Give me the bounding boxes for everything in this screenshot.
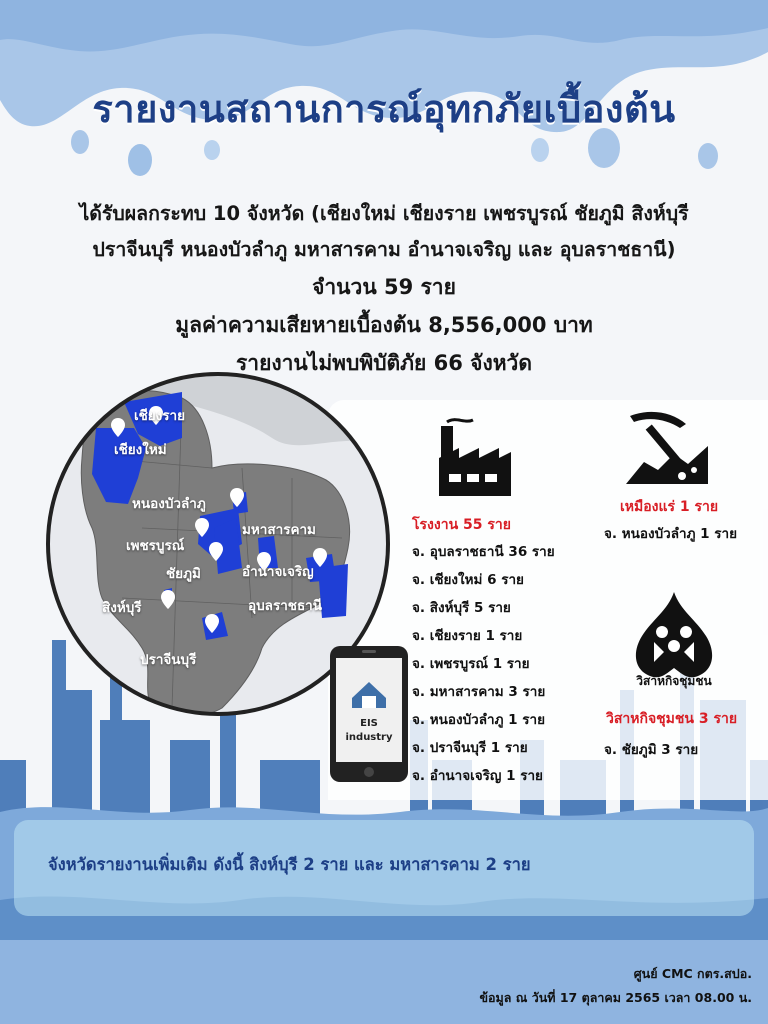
community-item: จ. ชัยภูมิ 3 ราย [604, 742, 699, 758]
map-label-chiang-rai: เชียงราย [134, 408, 186, 424]
summary-total-count: จำนวน 59 ราย [312, 275, 456, 299]
factory-item: จ. อุบลราชธานี 36 ราย [412, 544, 555, 560]
factory-item: จ. สิงห์บุรี 5 ราย [412, 600, 511, 616]
community-enterprise-icon [624, 590, 724, 700]
additional-report-note: จังหวัดรายงานเพิ่มเติม ดังนี้ สิงห์บุรี 2 ราย และ มหาสารคาม 2 ราย [48, 855, 531, 874]
mine-heading: เหมืองแร่ 1 ราย [620, 499, 719, 515]
factory-item: จ. หนองบัวลำภู 1 ราย [412, 712, 546, 728]
map-label-ubon-ratchathani: อุบลราชธานี [248, 598, 322, 614]
factory-item: จ. ปราจีนบุรี 1 ราย [412, 740, 528, 756]
phone-eis-label: EIS [360, 718, 378, 729]
factory-item: จ. เพชรบูรณ์ 1 ราย [412, 656, 530, 672]
summary-block [20, 196, 748, 382]
source-credit [479, 962, 752, 1010]
mine-item: จ. หนองบัวลำภู 1 ราย [604, 526, 738, 542]
map-label-prachinburi: ปราจีนบุรี [140, 652, 197, 668]
community-heading: วิสาหกิจชุมชน 3 ราย [606, 711, 738, 727]
community-enterprise-logo [624, 590, 724, 680]
map-label-chiang-mai: เชียงใหม่ [114, 442, 167, 458]
factory-item: จ. เชียงใหม่ 6 ราย [412, 572, 524, 588]
map-label-maha-sarakham: มหาสารคาม [242, 522, 316, 538]
summary-no-disaster: รายงานไม่พบพิบัติภัย 66 จังหวัด [236, 351, 532, 375]
summary-province-list: ปราจีนบุรี หนองบัวลำภู มหาสารคาม อำนาจเจริญ และ อุบลราชธานี) [92, 238, 676, 261]
summary-affected-provinces: ได้รับผลกระทบ 10 จังหวัด (เชียงใหม่ เชียงราย เพชรบูรณ์ ชัยภูมิ สิงห์บุรี [79, 202, 689, 225]
summary-damage-value: มูลค่าความเสียหายเบื้องต้น 8,556,000 บาท [175, 313, 593, 337]
factory-item: จ. มหาสารคาม 3 ราย [412, 684, 546, 700]
map-label-phetchabun: เพชรบูรณ์ [126, 538, 185, 554]
factory-heading: โรงงาน 55 ราย [412, 517, 511, 533]
map-label-chaiyaphum: ชัยภูมิ [166, 566, 201, 582]
map-label-amnat-charoen: อำนาจเจริญ [242, 564, 314, 580]
mine-icon [624, 406, 710, 486]
phone-industry-label: industry [345, 732, 393, 743]
factory-item: จ. เชียงราย 1 ราย [412, 628, 523, 644]
map-label-sing-buri: สิงห์บุรี [102, 600, 142, 616]
community-logo-text: วิสาหกิจชุมชน [636, 674, 712, 688]
factory-icon [435, 418, 515, 498]
page-title: รายงานสถานการณ์อุทกภัยเบื้องต้น [92, 87, 676, 131]
source-center: ศูนย์ CMC กตร.สปอ. [633, 966, 752, 981]
factory-item: จ. อำนาจเจริญ 1 ราย [412, 768, 543, 784]
map-label-nong-bua-lamphu: หนองบัวลำภู [132, 496, 206, 512]
ubon-province [318, 564, 348, 618]
phone-icon [328, 644, 410, 784]
source-date: ข้อมูล ณ วันที่ 17 ตุลาคม 2565 เวลา 08.00 น. [479, 990, 752, 1005]
